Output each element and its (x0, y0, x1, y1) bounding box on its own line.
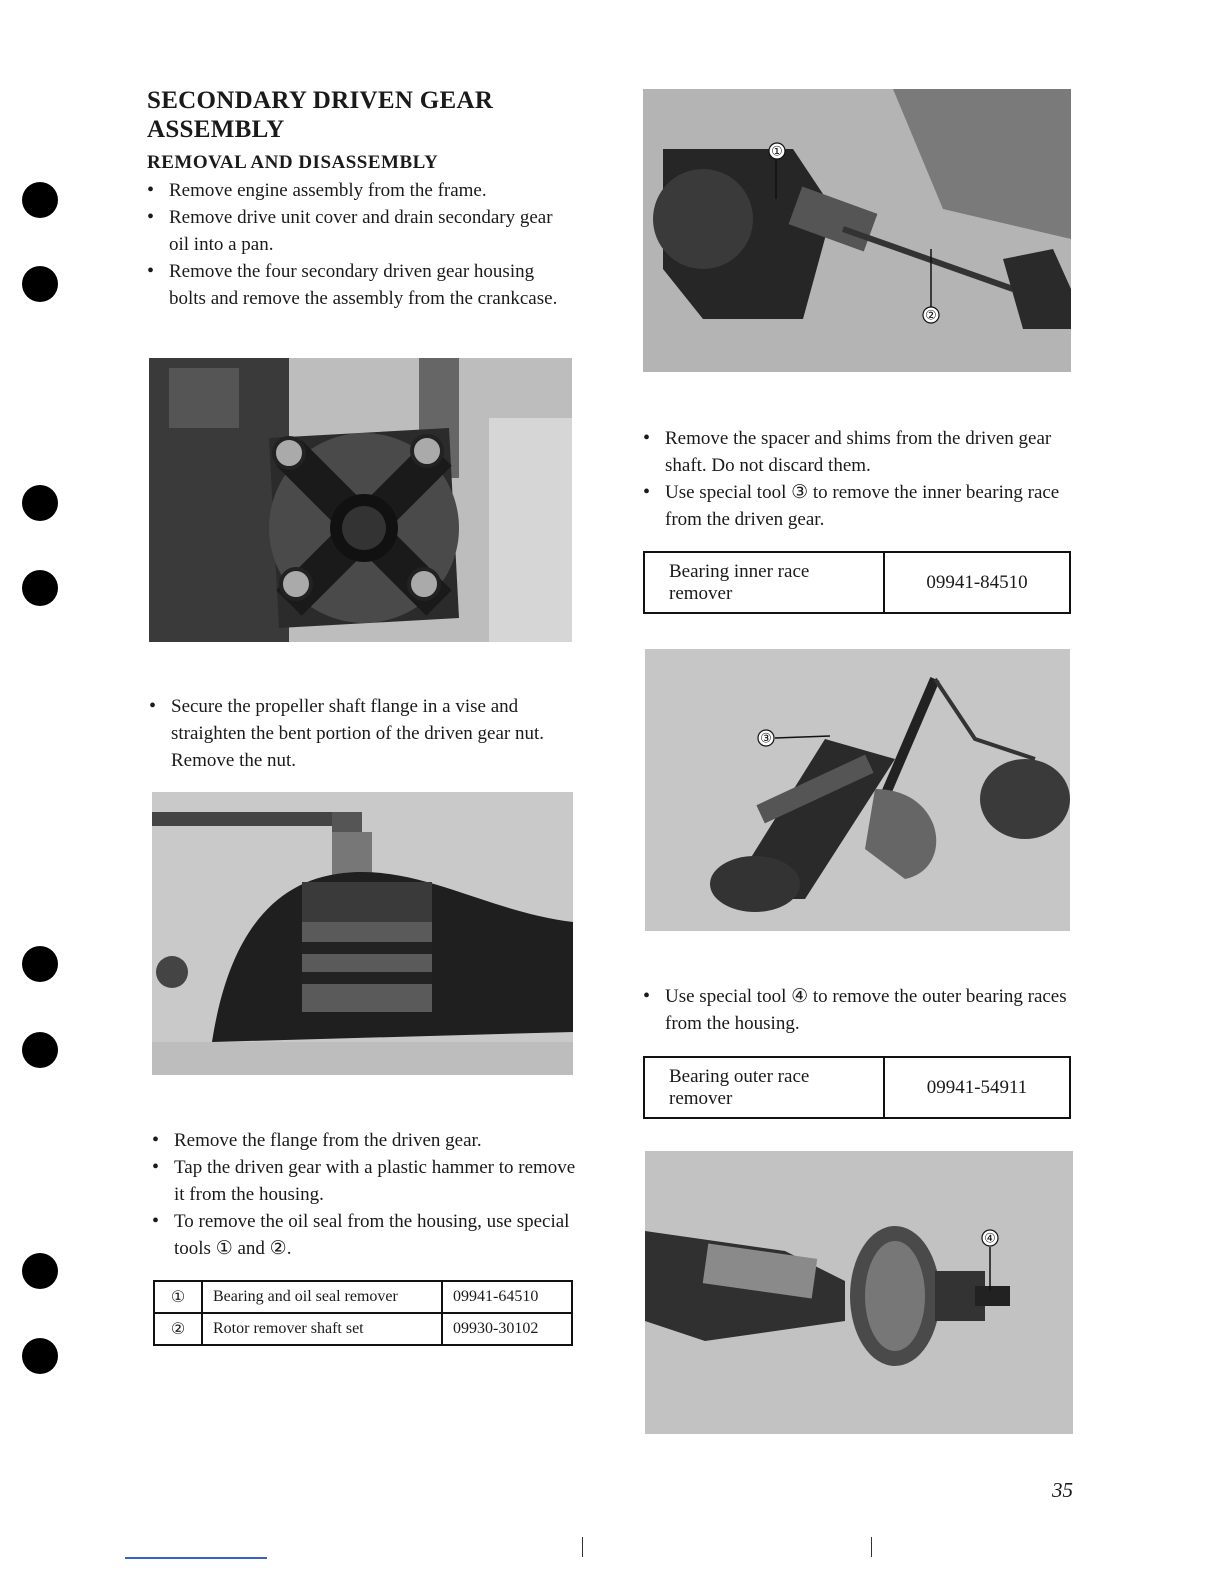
scan-line (125, 1557, 267, 1559)
tool-part-number: 09941-54911 (884, 1057, 1070, 1118)
scan-mark (582, 1537, 583, 1557)
list-item: • Secure the propeller shaft flange in a vise and straighten the bent portion of the driven gear nut. Remove the nut. (149, 693, 573, 774)
photo-outer-race-remover (645, 1151, 1073, 1434)
tool-part-number: 09941-64510 (442, 1281, 572, 1313)
list-item: • Remove engine assembly from the frame. (147, 177, 571, 204)
scan-mark (871, 1537, 872, 1557)
list-item: • Remove the four secondary driven gear housing bolts and remove the assembly from the crankcase. (147, 258, 571, 312)
page-title: SECONDARY DRIVEN GEAR ASSEMBLY (147, 87, 494, 143)
tool-number: ② (154, 1313, 202, 1345)
punch-hole (22, 182, 58, 218)
tool-number: ① (154, 1281, 202, 1313)
photo-gear-housing-bolts (149, 358, 572, 642)
punch-hole (22, 485, 58, 521)
punch-hole (22, 1032, 58, 1068)
left-steps-1 (147, 177, 571, 312)
punch-hole (22, 1253, 58, 1289)
tool-part-number: 09941-84510 (884, 552, 1070, 613)
list-item: • Use special tool ③ to remove the inner bearing race from the driven gear. (643, 479, 1073, 533)
list-item: • Remove the spacer and shims from the driven gear shaft. Do not discard them. (643, 425, 1073, 479)
list-item: • Use special tool ④ to remove the outer bearing races from the housing. (643, 983, 1073, 1037)
callout-3: ③ (760, 731, 772, 747)
tool-name: Rotor remover shaft set (202, 1313, 442, 1345)
tool-name: Bearing inner race remover (644, 552, 884, 613)
list-item: • To remove the oil seal from the housing, use special tools ① and ②. (152, 1208, 576, 1262)
outer-race-tool-table (643, 1056, 1071, 1119)
special-tools-table (153, 1280, 573, 1346)
photo-flange-in-vise (152, 792, 573, 1075)
tool-name: Bearing and oil seal remover (202, 1281, 442, 1313)
right-steps-2 (643, 983, 1073, 1037)
table-row (154, 1313, 572, 1345)
list-item: • Tap the driven gear with a plastic hammer to remove it from the housing. (152, 1154, 576, 1208)
list-item: • Remove the flange from the driven gear. (152, 1127, 576, 1154)
page-number: 35 (1052, 1478, 1073, 1502)
tool-name: Bearing outer race remover (644, 1057, 884, 1118)
list-item: • Remove drive unit cover and drain secondary gear oil into a pan. (147, 204, 571, 258)
left-steps-2 (149, 693, 573, 774)
table-row (154, 1281, 572, 1313)
punch-hole (22, 1338, 58, 1374)
punch-hole (22, 266, 58, 302)
table-row (644, 552, 1070, 613)
photo-inner-race-remover (645, 649, 1070, 931)
tool-part-number: 09930-30102 (442, 1313, 572, 1345)
punch-hole (22, 570, 58, 606)
punch-hole (22, 946, 58, 982)
left-steps-3 (152, 1127, 576, 1262)
table-row (644, 1057, 1070, 1118)
section-subtitle: REMOVAL AND DISASSEMBLY (147, 152, 439, 173)
photo-oil-seal-remover (643, 89, 1071, 372)
inner-race-tool-table (643, 551, 1071, 614)
right-steps-1 (643, 425, 1073, 533)
callout-2: ② (925, 308, 937, 324)
callout-4: ④ (984, 1231, 996, 1247)
callout-1: ① (771, 144, 783, 160)
